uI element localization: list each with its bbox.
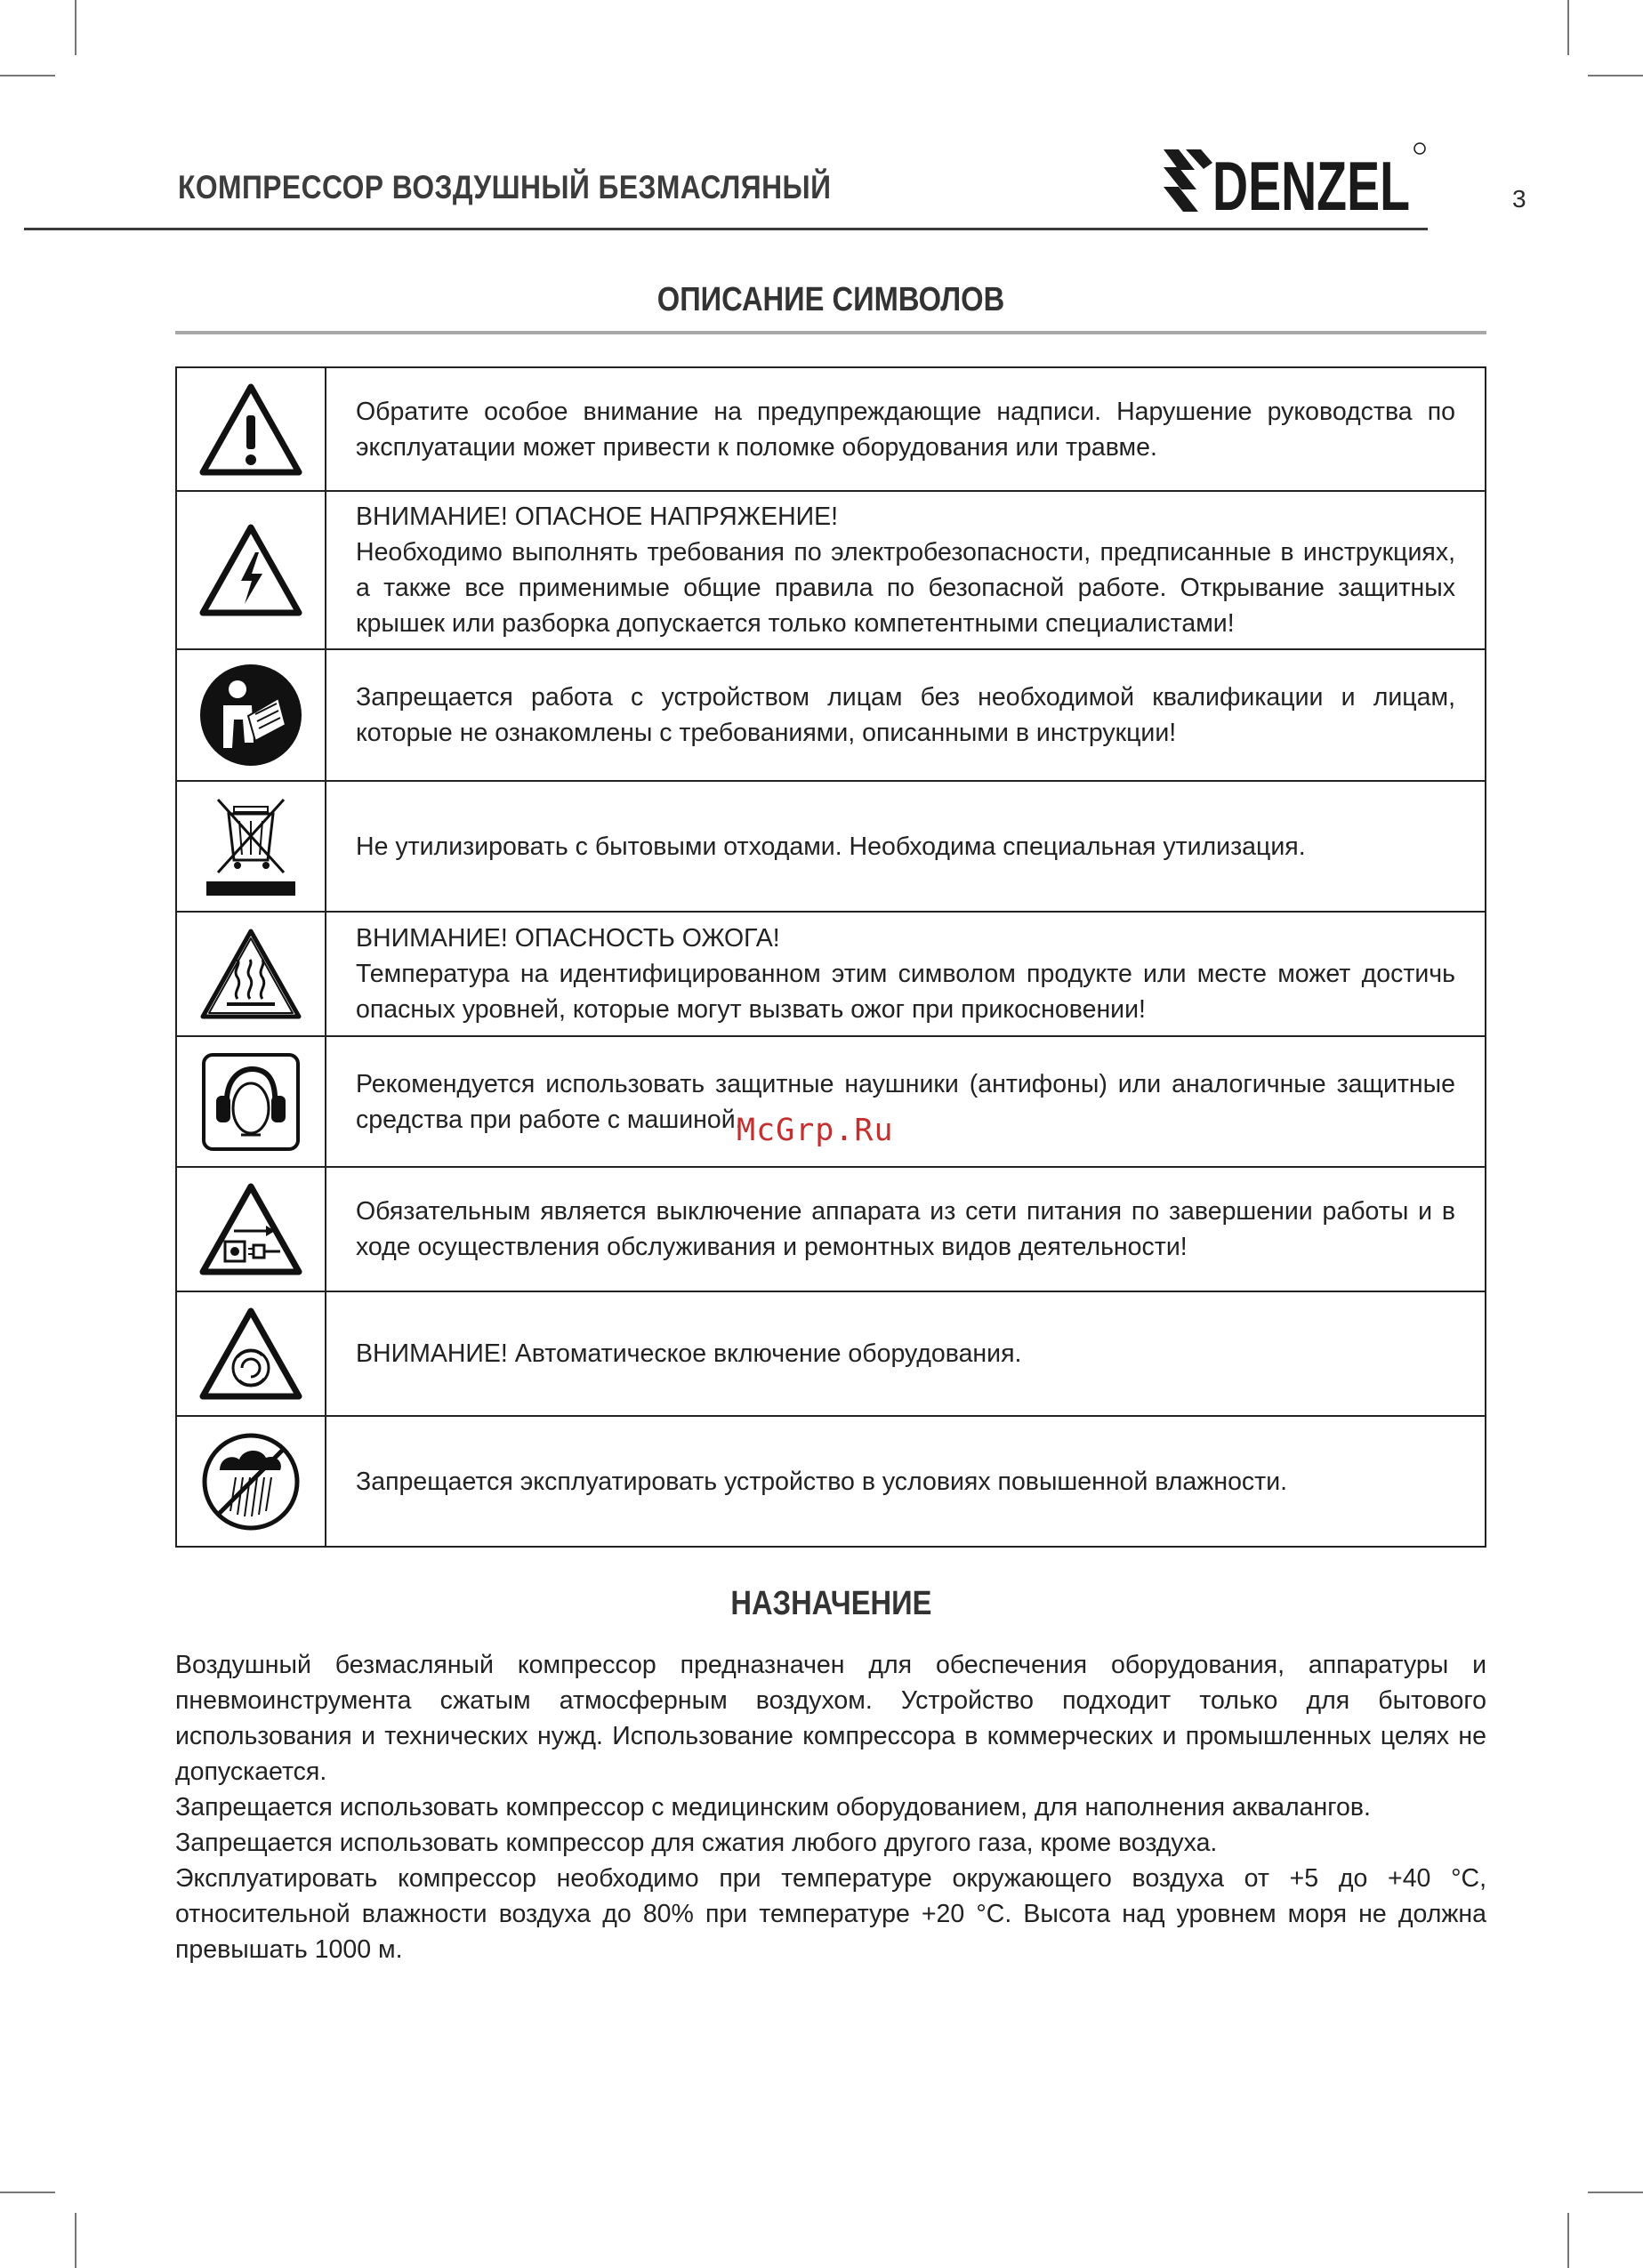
crop-mark	[1588, 2192, 1643, 2193]
brand-logo	[1161, 141, 1428, 225]
section-title-symbols: ОПИСАНИЕ СИМВОЛОВ	[656, 281, 1005, 318]
crop-mark	[1588, 75, 1643, 76]
paragraph: Воздушный безмасляный компрессор предназначен для обеспечения оборудования, аппаратуры и пневмоинструмента сжатым атмосферным воздухом. Устройство подходит только для бытового использования и технических нужд. Использование компрессора в коммерческих и промышленных целях не допускается.	[175, 1651, 1486, 1786]
document-title: КОМПРЕССОР ВОЗДУШНЫЙ БЕЗМАСЛЯНЫЙ	[178, 169, 832, 205]
symbol-description: Запрещается эксплуатировать устройство в условиях повышенной влажности.	[356, 1467, 1288, 1496]
page-number: 3	[1512, 185, 1526, 213]
table-row	[176, 649, 1486, 781]
symbol-description: Необходимо выполнять требования по электробезопасности, предписанные в инструкциях, а также все применимые общие правила по безопасной работе. Открывание защитных крышек или разборка допускается только компетентными специалистами!	[356, 538, 1455, 638]
paragraph: Запрещается использовать компрессор с медицинским оборудованием, для наполнения аквалангов.	[175, 1793, 1371, 1822]
unplug-warning-icon	[198, 1181, 303, 1277]
table-row	[176, 912, 1486, 1036]
symbol-heading: ВНИМАНИЕ! ОПАСНОСТЬ ОЖОГА!	[356, 924, 780, 953]
automatic-start-icon	[198, 1306, 303, 1402]
watermark: McGrp.Ru	[737, 1113, 894, 1148]
crop-mark	[75, 0, 77, 55]
symbol-description: Обязательным является выключение аппарата из сети питания по завершении работы и в ходе осуществления обслуживания и ремонтных видов деятельности!	[356, 1197, 1455, 1261]
warning-exclamation-icon	[198, 382, 303, 478]
crop-mark	[1567, 0, 1569, 55]
no-rain-icon	[200, 1431, 302, 1532]
table-row	[176, 1416, 1486, 1547]
symbol-description: Температура на идентифицированном этим символом продукте или месте может достичь опасных уровней, которые могут вызвать ожог при прикосновении!	[356, 960, 1455, 1024]
table-row	[176, 491, 1486, 649]
brand-name: DENZEL	[1212, 147, 1410, 225]
table-row	[176, 367, 1486, 491]
read-manual-icon	[198, 663, 303, 768]
symbol-description: ВНИМАНИЕ! Автоматическое включение оборудования.	[356, 1339, 1022, 1368]
hot-surface-icon	[198, 926, 303, 1022]
table-row	[176, 1167, 1486, 1291]
symbol-description: Рекомендуется использовать защитные наушники (антифоны) или аналогичные защитные средства при работе с машиной.	[356, 1069, 1455, 1134]
header-divider	[24, 228, 1428, 230]
paragraph: Запрещается использовать компрессор для сжатия любого другого газа, кроме воздуха.	[175, 1829, 1218, 1857]
crop-mark	[75, 2213, 77, 2268]
symbol-description: Обратите особое внимание на предупреждающие надписи. Нарушение руководства по эксплуатации может привести к поломке оборудования или травме.	[356, 397, 1455, 462]
ear-protection-icon	[200, 1051, 302, 1153]
section-divider	[175, 331, 1486, 334]
crop-mark	[0, 2192, 55, 2193]
crop-mark	[1567, 2213, 1569, 2268]
high-voltage-icon	[198, 522, 303, 618]
symbol-description: Запрещается работа с устройством лицам без необходимой квалификации и лицам, которые не ознакомлены с требованиями, описанными в инструкции!	[356, 683, 1455, 747]
purpose-text	[175, 1647, 1486, 1967]
crossed-bin-icon	[202, 794, 300, 899]
section-title-purpose: НАЗНАЧЕНИЕ	[729, 1585, 932, 1622]
table-row	[176, 1291, 1486, 1416]
paragraph: Эксплуатировать компрессор необходимо при температуре окружающего воздуха от +5 до +40 °С, относительной влажности воздуха до 80% при температуре +20 °С. Высота над уровнем моря не должна превышать 1000 м.	[175, 1864, 1486, 1964]
table-row	[176, 781, 1486, 912]
symbol-heading: ВНИМАНИЕ! ОПАСНОЕ НАПРЯЖЕНИЕ!	[356, 503, 839, 531]
symbols-table	[175, 366, 1486, 1548]
symbol-description: Не утилизировать с бытовыми отходами. Необходима специальная утилизация.	[356, 832, 1306, 861]
crop-mark	[0, 75, 55, 76]
